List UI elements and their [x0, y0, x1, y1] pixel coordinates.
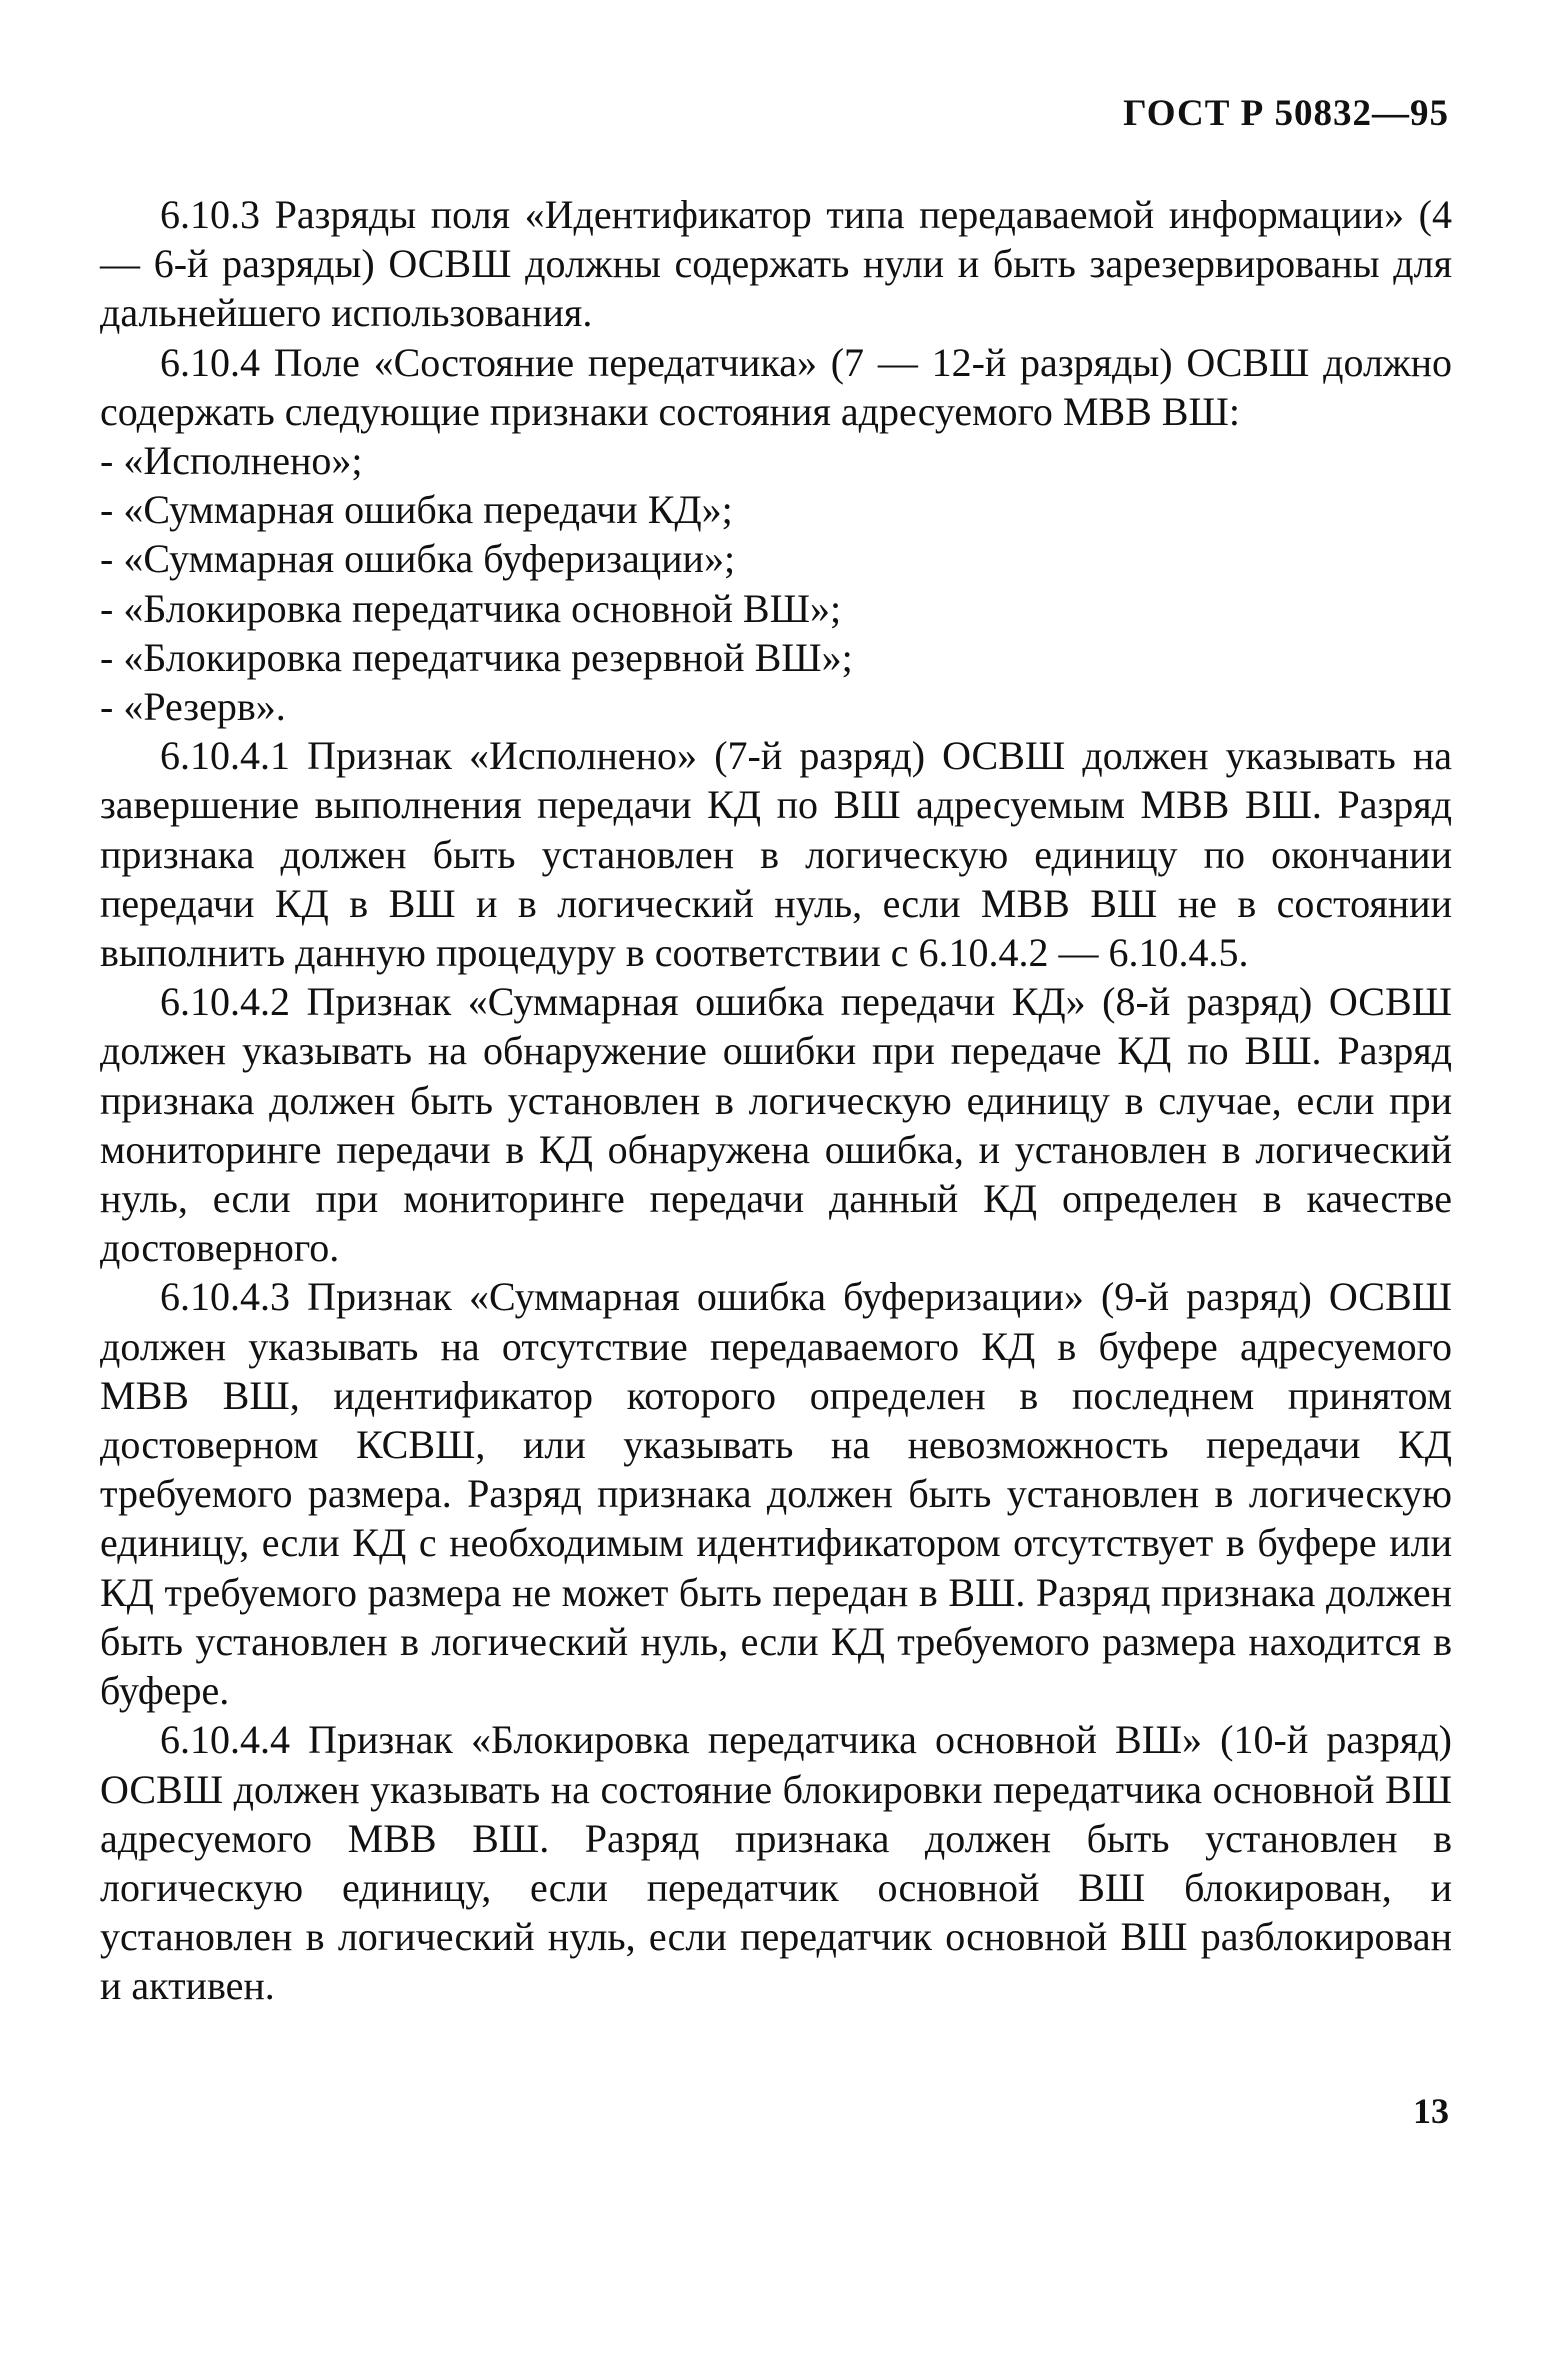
status-list: [100, 436, 1452, 731]
paragraph-6-10-4: 6.10.4 Поле «Состояние передатчика» (7 — 12-й разряды) ОСВШ должно содержать следующие признаки состояния адресуемого МВВ ВШ:: [100, 339, 1452, 434]
list-item: - «Резерв».: [100, 684, 286, 730]
paragraph-6-10-4-4: 6.10.4.4 Признак «Блокировка передатчика основной ВШ» (10-й разряд) ОСВШ должен указывать на состояние блокировки передатчика основной ВШ адресуемого МВВ ВШ. Разряд признака должен быть установлен в логическую единицу, если передатчик основной ВШ блокирован, и установлен в логический нуль, если передатчик основной ВШ разблокирован и активен.: [100, 1717, 1452, 2009]
list-item: - «Суммарная ошибка буферизации»;: [100, 536, 736, 582]
list-item: - «Блокировка передатчика резервной ВШ»;: [100, 634, 853, 680]
standard-header: ГОСТ Р 50832—95: [1123, 93, 1449, 134]
paragraph-6-10-4-2: 6.10.4.2 Признак «Суммарная ошибка передачи КД» (8-й разряд) ОСВШ должен указывать на обнаружение ошибки при передаче КД по ВШ. Разряд признака должен быть установлен в логическую единицу в случае, если при мониторинге передачи в КД обнаружена ошибка, и установлен в логический нуль, если при мониторинге передачи данный КД определен в качестве достоверного.: [100, 979, 1452, 1271]
list-item: - «Исполнено»;: [100, 438, 363, 484]
list-item: - «Блокировка передатчика основной ВШ»;: [100, 585, 842, 631]
paragraph-6-10-4-1: 6.10.4.1 Признак «Исполнено» (7-й разряд) ОСВШ должен указывать на завершение выполнения передачи КД по ВШ адресуемым МВВ ВШ. Разряд признака должен быть установлен в логическую единицу по окончании передачи КД в ВШ и в логический нуль, если МВВ ВШ не в состоянии выполнить данную процедуру в соответствии с 6.10.4.2 — 6.10.4.5.: [100, 733, 1452, 976]
paragraph-6-10-4-3: 6.10.4.3 Признак «Суммарная ошибка буферизации» (9-й разряд) ОСВШ должен указывать на отсутствие передаваемого КД в буфере адресуемого МВВ ВШ, идентификатор которого определен в последнем принятом достоверном КСВШ, или указывать на невозможность передачи КД требуемого размера. Разряд признака должен быть установлен в логическую единицу, если КД с необходимым идентификатором отсутствует в буфере или КД требуемого размера не может быть передан в ВШ. Разряд признака должен быть установлен в логический нуль, если КД требуемого размера находится в буфере.: [100, 1274, 1452, 1714]
paragraph-6-10-3: 6.10.3 Разряды поля «Идентификатор типа передаваемой информации» (4 — 6-й разряды) ОСВШ должны содержать нули и быть зарезервированы для дальнейшего использования.: [100, 192, 1452, 336]
page-number: 13: [1413, 2091, 1449, 2131]
list-item: - «Суммарная ошибка передачи КД»;: [100, 487, 733, 533]
document-body: [100, 190, 1452, 2011]
